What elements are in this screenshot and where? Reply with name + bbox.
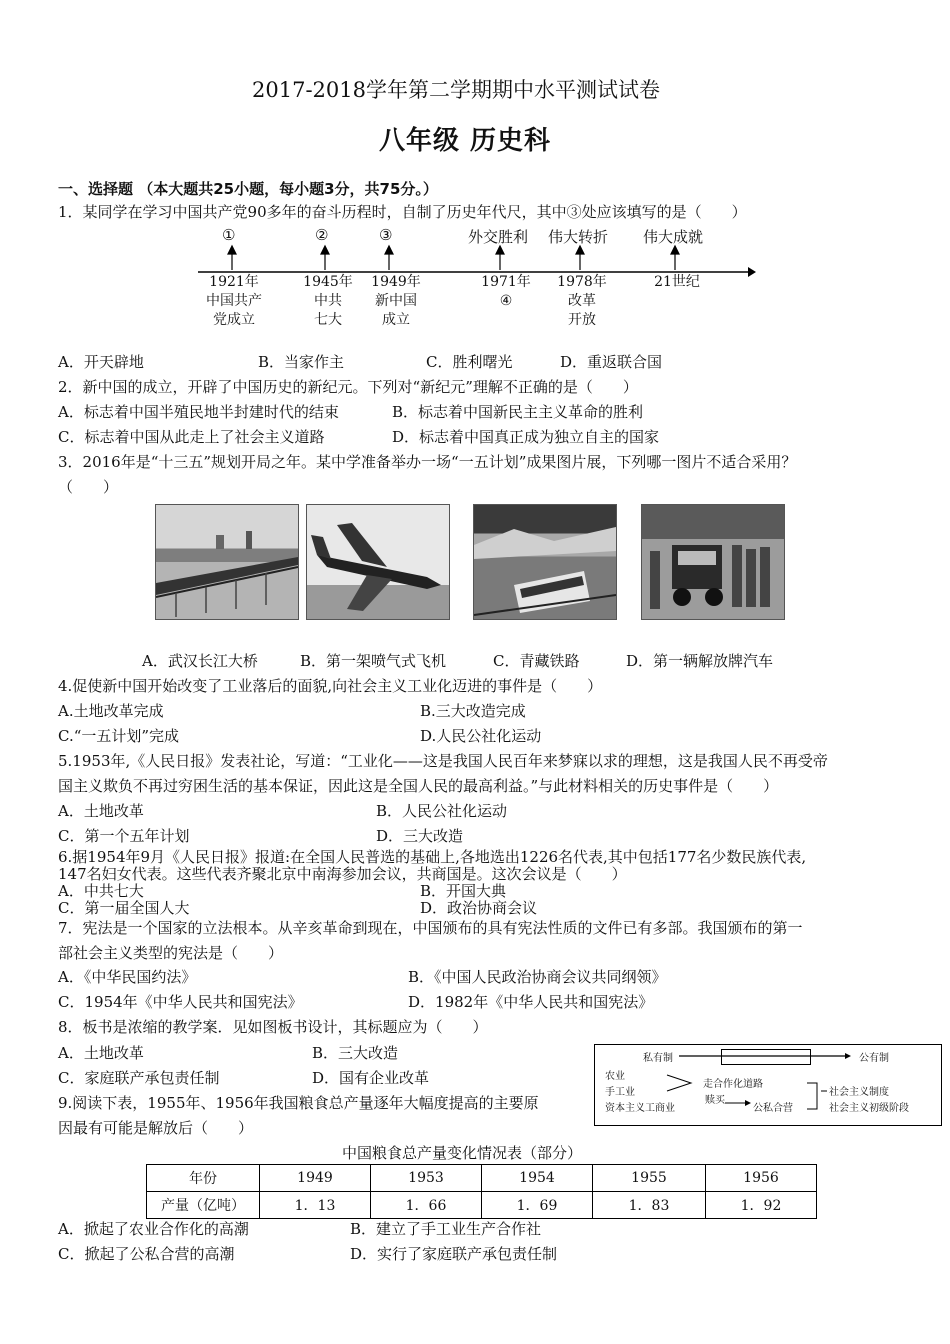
- board-path-buyout: 赎买: [705, 1095, 725, 1106]
- table-cell: 1949: [260, 1165, 371, 1192]
- table-cell: 1．13: [260, 1192, 371, 1219]
- q5-option-a[interactable]: A．土地改革: [58, 802, 144, 820]
- q2-option-d[interactable]: D．标志着中国真正成为独立自主的国家: [392, 428, 660, 446]
- timeline-year: 1971年: [481, 274, 531, 290]
- board-socialist-system: 社会主义制度: [829, 1087, 889, 1098]
- q4-option-c[interactable]: C.“一五计划”完成: [58, 727, 180, 745]
- timeline-event: 成立: [382, 312, 410, 328]
- timeline-node-1949: [354, 273, 438, 330]
- board-path-cooperative: 走合作化道路: [703, 1079, 763, 1090]
- q5-stem-line1: 5.1953年,《人民日报》发表社论，写道：“工业化——这是我国人民百年来梦寐以求的理想，这是我国人民不再受帝: [58, 752, 828, 770]
- q6-stem-line1: 6.据1954年9月《人民日报》报道:在全国人民普选的基础上,各地选出1226名代表,其中包括177名少数民族代表,: [58, 848, 807, 866]
- timeline-top-3: ③: [379, 226, 393, 244]
- table-cell: 1956: [706, 1165, 817, 1192]
- timeline-arrows: [228, 246, 679, 270]
- q7-stem-line1: 7．宪法是一个国家的立法根本。从辛亥革命到现在，中国颁布的具有宪法性质的文件已有多部。我国颁布的第一: [58, 919, 803, 937]
- timeline-top-2: ②: [315, 226, 329, 244]
- table-cell: 产量（亿吨）: [147, 1192, 260, 1219]
- timeline-top-6: 伟大成就: [643, 228, 704, 246]
- q9-option-c[interactable]: C．掀起了公私合营的高潮: [58, 1245, 235, 1263]
- timeline-node-21c: [635, 273, 719, 292]
- q3-caption-c[interactable]: C．青藏铁路: [493, 652, 580, 670]
- q8-option-c[interactable]: C．家庭联产承包责任制: [58, 1069, 220, 1087]
- q7-option-c[interactable]: C．1954年《中华人民共和国宪法》: [58, 993, 303, 1011]
- board-private: 私有制: [643, 1053, 673, 1064]
- timeline-node-1978: [540, 273, 624, 330]
- timeline-event: 七大: [314, 312, 342, 328]
- q5-option-c[interactable]: C．第一个五年计划: [58, 827, 190, 845]
- q6-option-d[interactable]: D．政治协商会议: [420, 899, 538, 917]
- timeline-event: 开放: [568, 312, 596, 328]
- table-row: [147, 1165, 817, 1192]
- q4-option-a[interactable]: A.土地改革完成: [58, 702, 164, 720]
- timeline-event: 中国共产: [206, 293, 262, 309]
- q1-option-b[interactable]: B．当家作主: [258, 353, 345, 371]
- q3-caption-a[interactable]: A．武汉长江大桥: [142, 652, 258, 670]
- timeline-node-1921: [192, 273, 276, 330]
- q7-option-d[interactable]: D．1982年《中华人民共和国宪法》: [408, 993, 654, 1011]
- table-cell: 1．92: [706, 1192, 817, 1219]
- timeline-year: 1921年: [209, 274, 259, 290]
- q4-stem: 4.促使新中国开始改变了工业落后的面貌,向社会主义工业化迈进的事件是（ ）: [58, 677, 603, 695]
- exam-subtitle: 八年级 历史科: [379, 126, 552, 156]
- q8-option-d[interactable]: D．国有企业改革: [312, 1069, 430, 1087]
- q5-option-d[interactable]: D．三大改造: [376, 827, 464, 845]
- timeline-event: 中共: [314, 293, 342, 309]
- q6-option-c[interactable]: C．第一届全国人大: [58, 899, 190, 917]
- q4-option-b[interactable]: B.三大改造完成: [420, 702, 526, 720]
- timeline-top-1: ①: [222, 226, 236, 244]
- bridge-icon: [156, 505, 298, 619]
- q3-stem-paren: （ ）: [58, 478, 119, 496]
- photo-wuhan-bridge: [155, 504, 299, 620]
- timeline-year: 1945年: [303, 274, 353, 290]
- q7-option-a[interactable]: A．《中华民国约法》: [58, 968, 197, 986]
- train-icon: [474, 505, 616, 619]
- timeline-year: 21世纪: [654, 274, 700, 290]
- timeline-event: 新中国: [375, 293, 417, 309]
- section-heading: 一、选择题 （本大题共25小题，每小题3分，共75分。）: [58, 180, 438, 198]
- q6-stem-line2: 147名妇女代表。这些代表齐聚北京中南海参加会议，共商国是。这次会议是（ ）: [58, 865, 627, 883]
- q1-option-c[interactable]: C．胜利曙光: [426, 353, 513, 371]
- q8-option-a[interactable]: A．土地改革: [58, 1044, 144, 1062]
- board-joint-venture: 公私合营: [753, 1103, 793, 1114]
- timeline-year: 1978年: [557, 274, 607, 290]
- board-capitalist: 资本主义工商业: [605, 1103, 675, 1114]
- table-cell: 1．66: [371, 1192, 482, 1219]
- q9-option-d[interactable]: D．实行了家庭联产承包责任制: [350, 1245, 558, 1263]
- q9-stem-line2: 因最有可能是解放后（ ）: [58, 1119, 254, 1137]
- q2-option-a[interactable]: A．标志着中国半殖民地半封建时代的结束: [58, 403, 339, 421]
- truck-icon: [642, 505, 784, 619]
- q6-option-a[interactable]: A．中共七大: [58, 882, 144, 900]
- table-cell: 1．69: [482, 1192, 593, 1219]
- q7-option-b[interactable]: B．《中国人民政治协商会议共同纲领》: [408, 968, 667, 986]
- board-primary-stage: 社会主义初级阶段: [829, 1103, 909, 1114]
- q8-board-diagram: [594, 1044, 942, 1126]
- timeline-year: 1949年: [371, 274, 421, 290]
- q9-table-title: 中国粮食总产量变化情况表（部分）: [342, 1144, 583, 1162]
- table-cell: 1．83: [593, 1192, 706, 1219]
- table-cell: 年份: [147, 1165, 260, 1192]
- q3-stem: 3．2016年是“十三五”规划开局之年。某中学准备举办一场“一五计划”成果图片展，下列哪一图片不适合采用？: [58, 453, 797, 471]
- q8-stem: 8．板书是浓缩的教学案．见如图板书设计，其标题应为（ ）: [58, 1018, 488, 1036]
- table-row: [147, 1192, 817, 1219]
- board-handicraft: 手工业: [605, 1087, 635, 1098]
- q3-caption-b[interactable]: B．第一架喷气式飞机: [300, 652, 447, 670]
- q2-stem: 2．新中国的成立，开辟了中国历史的新纪元。下列对“新纪元”理解不正确的是（ ）: [58, 378, 638, 396]
- q6-option-b[interactable]: B．开国大典: [420, 882, 507, 900]
- q2-option-b[interactable]: B．标志着中国新民主主义革命的胜利: [392, 403, 644, 421]
- table-cell: 1955: [593, 1165, 706, 1192]
- airplane-icon: [307, 505, 449, 619]
- q1-option-d[interactable]: D．重返联合国: [560, 353, 663, 371]
- timeline-arrowhead: [748, 267, 756, 277]
- timeline-top-5: 伟大转折: [548, 228, 609, 246]
- grain-output-table: [146, 1164, 817, 1219]
- q9-option-b[interactable]: B．建立了手工业生产合作社: [350, 1220, 542, 1238]
- photo-jiefang-truck: [641, 504, 785, 620]
- q9-option-a[interactable]: A．掀起了农业合作化的高潮: [58, 1220, 249, 1238]
- photo-jet-plane: [306, 504, 450, 620]
- q2-option-c[interactable]: C．标志着中国从此走上了社会主义道路: [58, 428, 325, 446]
- exam-title: 2017-2018学年第二学期期中水平测试试卷: [252, 78, 660, 102]
- q5-stem-line2: 国主义欺负不再过穷困生活的基本保证，因此这是全国人民的最高利益。”与此材料相关的历史事件是（ ）: [58, 777, 779, 795]
- timeline-top-4: 外交胜利: [468, 228, 529, 246]
- timeline-node-1971: [464, 273, 548, 311]
- q7-stem-line2: 部社会主义类型的宪法是（ ）: [58, 944, 284, 962]
- q3-caption-d[interactable]: D．第一辆解放牌汽车: [626, 652, 774, 670]
- timeline-event: 改革: [568, 293, 596, 309]
- q8-option-b[interactable]: B．三大改造: [312, 1044, 399, 1062]
- board-agriculture: 农业: [605, 1071, 625, 1082]
- q9-stem-line1: 9.阅读下表，1955年、1956年我国粮食总产量逐年大幅度提高的主要原: [58, 1094, 539, 1112]
- photo-qinghai-tibet-railway: [473, 504, 617, 620]
- table-cell: 1954: [482, 1165, 593, 1192]
- q4-option-d[interactable]: D.人民公社化运动: [420, 727, 542, 745]
- q5-option-b[interactable]: B．人民公社化运动: [376, 802, 508, 820]
- table-cell: 1953: [371, 1165, 482, 1192]
- q1-stem: 1．某同学在学习中国共产党90多年的奋斗历程时，自制了历史年代尺，其中③处应该填写的是（ ）: [58, 203, 747, 221]
- timeline-event: 党成立: [213, 312, 255, 328]
- q1-option-a[interactable]: A．开天辟地: [58, 353, 144, 371]
- timeline-event: ④: [499, 293, 513, 309]
- board-public: 公有制: [859, 1053, 889, 1064]
